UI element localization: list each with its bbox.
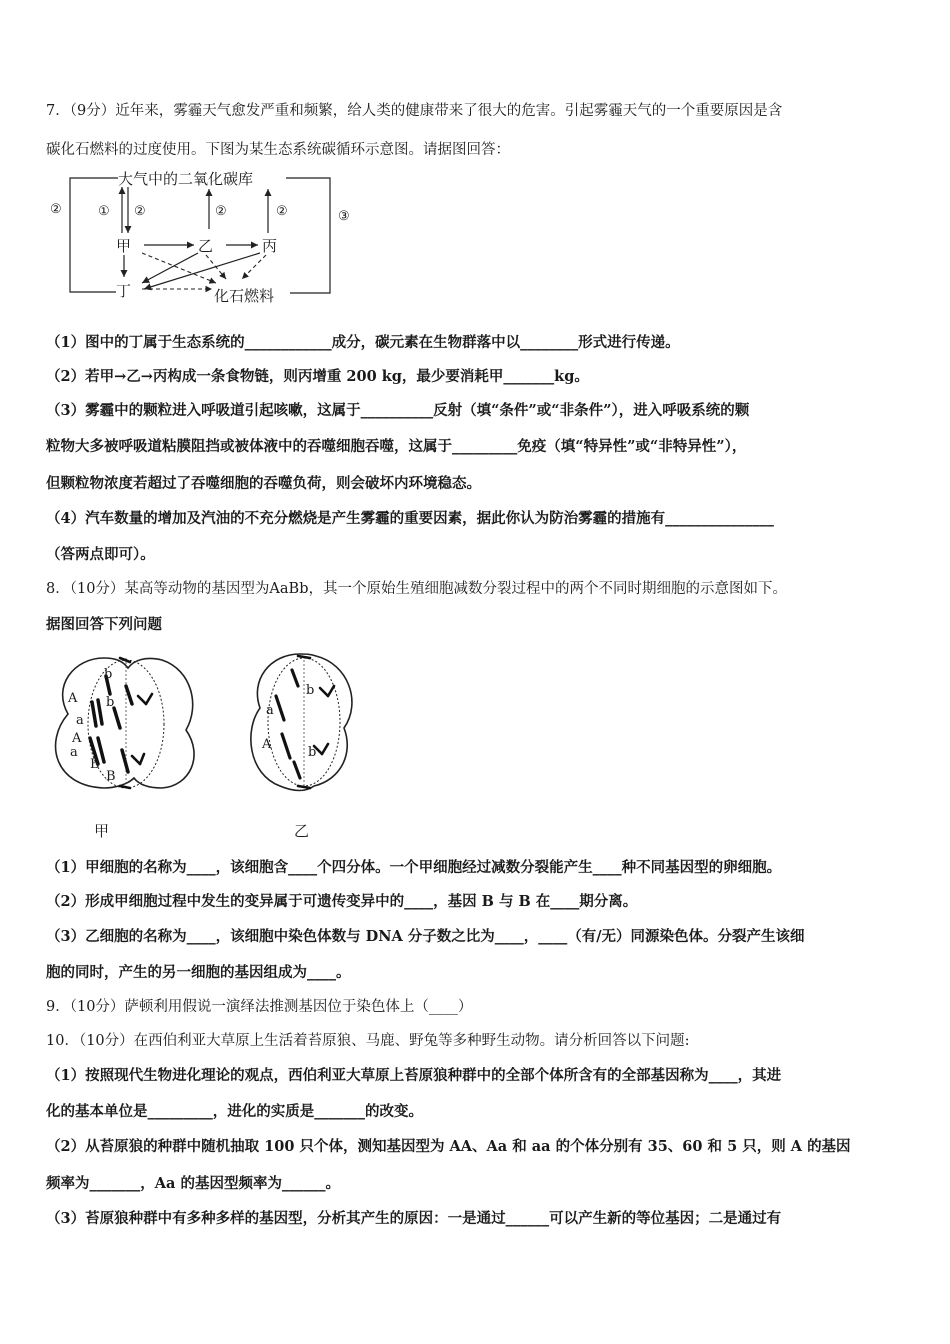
- arrow-bing-to-ding: [144, 253, 260, 289]
- cell-yi-pole-top: [298, 656, 310, 658]
- cell-yi-chromosome-2: [282, 734, 290, 758]
- arrow-yi-to-ding: [142, 253, 198, 283]
- node-fossil-fuel: 化石燃料: [214, 287, 275, 305]
- cell-jia-chromosome-2: [98, 700, 102, 724]
- cell-jia-label-A1: A: [68, 691, 78, 706]
- q8-part1: （1）甲细胞的名称为____，该细胞含____个四分体。一个甲细胞经过减数分裂能产生____种不同基因型的卵细胞。: [46, 859, 782, 876]
- q10-part3: （3）苔原狼种群中有多种多样的基因型，分析其产生的原因：一是通过______可以产生新的等位基因；二是通过有: [46, 1210, 782, 1227]
- cell-yi-right-4: [322, 744, 328, 754]
- q7-part4-line2: （答两点即可）。: [46, 546, 155, 563]
- cell-yi-label-A: A: [262, 737, 272, 752]
- q8-part3-line1: （3）乙细胞的名称为____，该细胞中染色体数与 DNA 分子数之比为____，____（有/无）同源染色体。分裂产生该细: [46, 928, 805, 945]
- q7-part3-line1: （3）雾霾中的颗粒进入呼吸道引起咳嗽，这属于__________反射（填“条件”或“非条件”），进入呼吸系统的颗: [46, 402, 750, 419]
- mark-2-left: ②: [50, 202, 62, 217]
- q7-part1: （1）图中的丁属于生态系统的____________成分，碳元素在生物群落中以________形式进行传递。: [46, 334, 680, 351]
- cell-jia-label-b2: b: [106, 695, 115, 710]
- cell-jia-caption: 甲: [94, 822, 110, 840]
- mark-2-bing: ②: [276, 204, 288, 219]
- q8-intro-line1: 8．（10分）某高等动物的基因型为AaBb，其一个原始生殖细胞减数分裂过程中的两个不同时期细胞的示意图如下。: [46, 581, 787, 597]
- q10-part2-line1: （2）从苔原狼的种群中随机抽取 100 只个体，测知基因型为 AA、Aa 和 aa 的个体分别有 35、60 和 5 只，则 A 的基因: [46, 1138, 851, 1155]
- cell-yi-membrane: [251, 654, 352, 791]
- cell-jia-label-a2: a: [70, 745, 78, 760]
- cell-yi-label-a: a: [266, 703, 274, 718]
- dashed-bing-to-fuel: [242, 255, 266, 279]
- q10-part1-line1: （1）按照现代生物进化理论的观点，西伯利亚大草原上苔原狼种群中的全部个体所含有的全部基因称为____，其进: [46, 1067, 782, 1084]
- right-loop-line: [286, 178, 330, 293]
- mark-2-jia: ②: [134, 204, 146, 219]
- q8-part2: （2）形成甲细胞过程中发生的变异属于可遗传变异中的____，基因 B 与 B 在____期分离。: [46, 893, 638, 910]
- cell-yi-right-1: [320, 688, 328, 696]
- q7-part2: （2）若甲→乙→丙构成一条食物链，则丙增重 200 kg，最少要消耗甲_______kg。: [46, 368, 589, 385]
- mark-3: ③: [338, 209, 350, 224]
- mark-1: ①: [98, 204, 110, 219]
- node-jia: 甲: [116, 237, 132, 255]
- cell-yi-label-b2: b: [308, 745, 317, 760]
- cell-jia-chromosome-7: [122, 750, 128, 772]
- cell-jia-chromosome-8: [126, 686, 132, 704]
- carbon-cycle-svg: [46, 165, 366, 305]
- node-ding: 丁: [116, 282, 132, 300]
- q7-part4-line1: （4）汽车数量的增加及汽油的不充分燃烧是产生雾霾的重要因素，据此你认为防治雾霾的措施有_______________: [46, 510, 774, 527]
- cell-yi: [251, 654, 352, 840]
- cell-yi-chromosome-1: [276, 696, 284, 720]
- q7-intro-line2: 碳化石燃料的过度使用。下图为某生态系统碳循环示意图。请据图回答：: [46, 142, 510, 158]
- q10-intro: 10．（10分）在西伯利亚大草原上生活着苔原狼、马鹿、野兔等多种野生动物。请分析回答以下问题:: [46, 1033, 690, 1049]
- cell-jia-label-b1: b: [104, 667, 113, 682]
- carbon-cycle-diagram: [46, 165, 366, 305]
- meiosis-cells-svg: [44, 646, 364, 846]
- node-co2-pool: 大气中的二氧化碳库: [118, 170, 254, 188]
- cell-jia-label-A2: A: [72, 731, 82, 746]
- dashed-yi-to-fuel: [206, 255, 226, 279]
- cell-yi-pole-bottom: [298, 786, 310, 788]
- q9-text: 9．（10分）萨顿利用假说一演绎法推测基因位于染色体上（____）: [46, 999, 473, 1015]
- q10-part1-line2: 化的基本单位是_________，进化的实质是_______的改变。: [46, 1103, 423, 1120]
- cell-jia-label-B1: B: [90, 757, 100, 772]
- cell-yi-chromosome-3: [292, 670, 298, 686]
- q7-part3-line2: 粒物大多被呼吸道粘膜阻挡或被体液中的吞噬细胞吞噬，这属于_________免疫（填“特异性”或“非特异性”），: [46, 438, 747, 455]
- cell-yi-caption: 乙: [294, 822, 310, 840]
- q10-part2-line2: 频率为_______，Aa 的基因型频率为______。: [46, 1175, 340, 1192]
- cell-jia-right-4: [140, 754, 144, 764]
- cell-jia: [56, 658, 195, 840]
- mark-2-yi: ②: [215, 204, 227, 219]
- cell-jia-chromosome-6: [114, 708, 120, 728]
- left-loop-line: [70, 178, 118, 292]
- q7-intro-line1: 7．（9分）近年来，雾霾天气愈发严重和频繁，给人类的健康带来了很大的危害。引起雾霾天气的一个重要原因是含: [46, 103, 783, 119]
- cell-yi-label-b1: b: [306, 683, 315, 698]
- cell-jia-label-a1: a: [76, 713, 84, 728]
- node-yi: 乙: [198, 237, 214, 255]
- meiosis-cells-figure: [44, 646, 364, 846]
- cell-jia-label-B2: B: [106, 769, 116, 784]
- q7-part3-line3: 但颗粒物浓度若超过了吞噬细胞的吞噬负荷，则会破坏内环境稳态。: [46, 475, 481, 492]
- cell-jia-chromosome-1: [92, 702, 96, 726]
- cell-jia-right-3: [132, 756, 140, 764]
- node-bing: 丙: [262, 237, 278, 255]
- q8-intro-line2: 据图回答下列问题: [46, 616, 162, 633]
- cell-yi-right-2: [328, 686, 334, 696]
- cell-yi-chromosome-4: [294, 762, 300, 778]
- q8-part3-line2: 胞的同时，产生的另一细胞的基因组成为____。: [46, 964, 351, 981]
- cell-jia-right-2: [146, 694, 152, 704]
- cell-jia-right-1: [138, 696, 146, 704]
